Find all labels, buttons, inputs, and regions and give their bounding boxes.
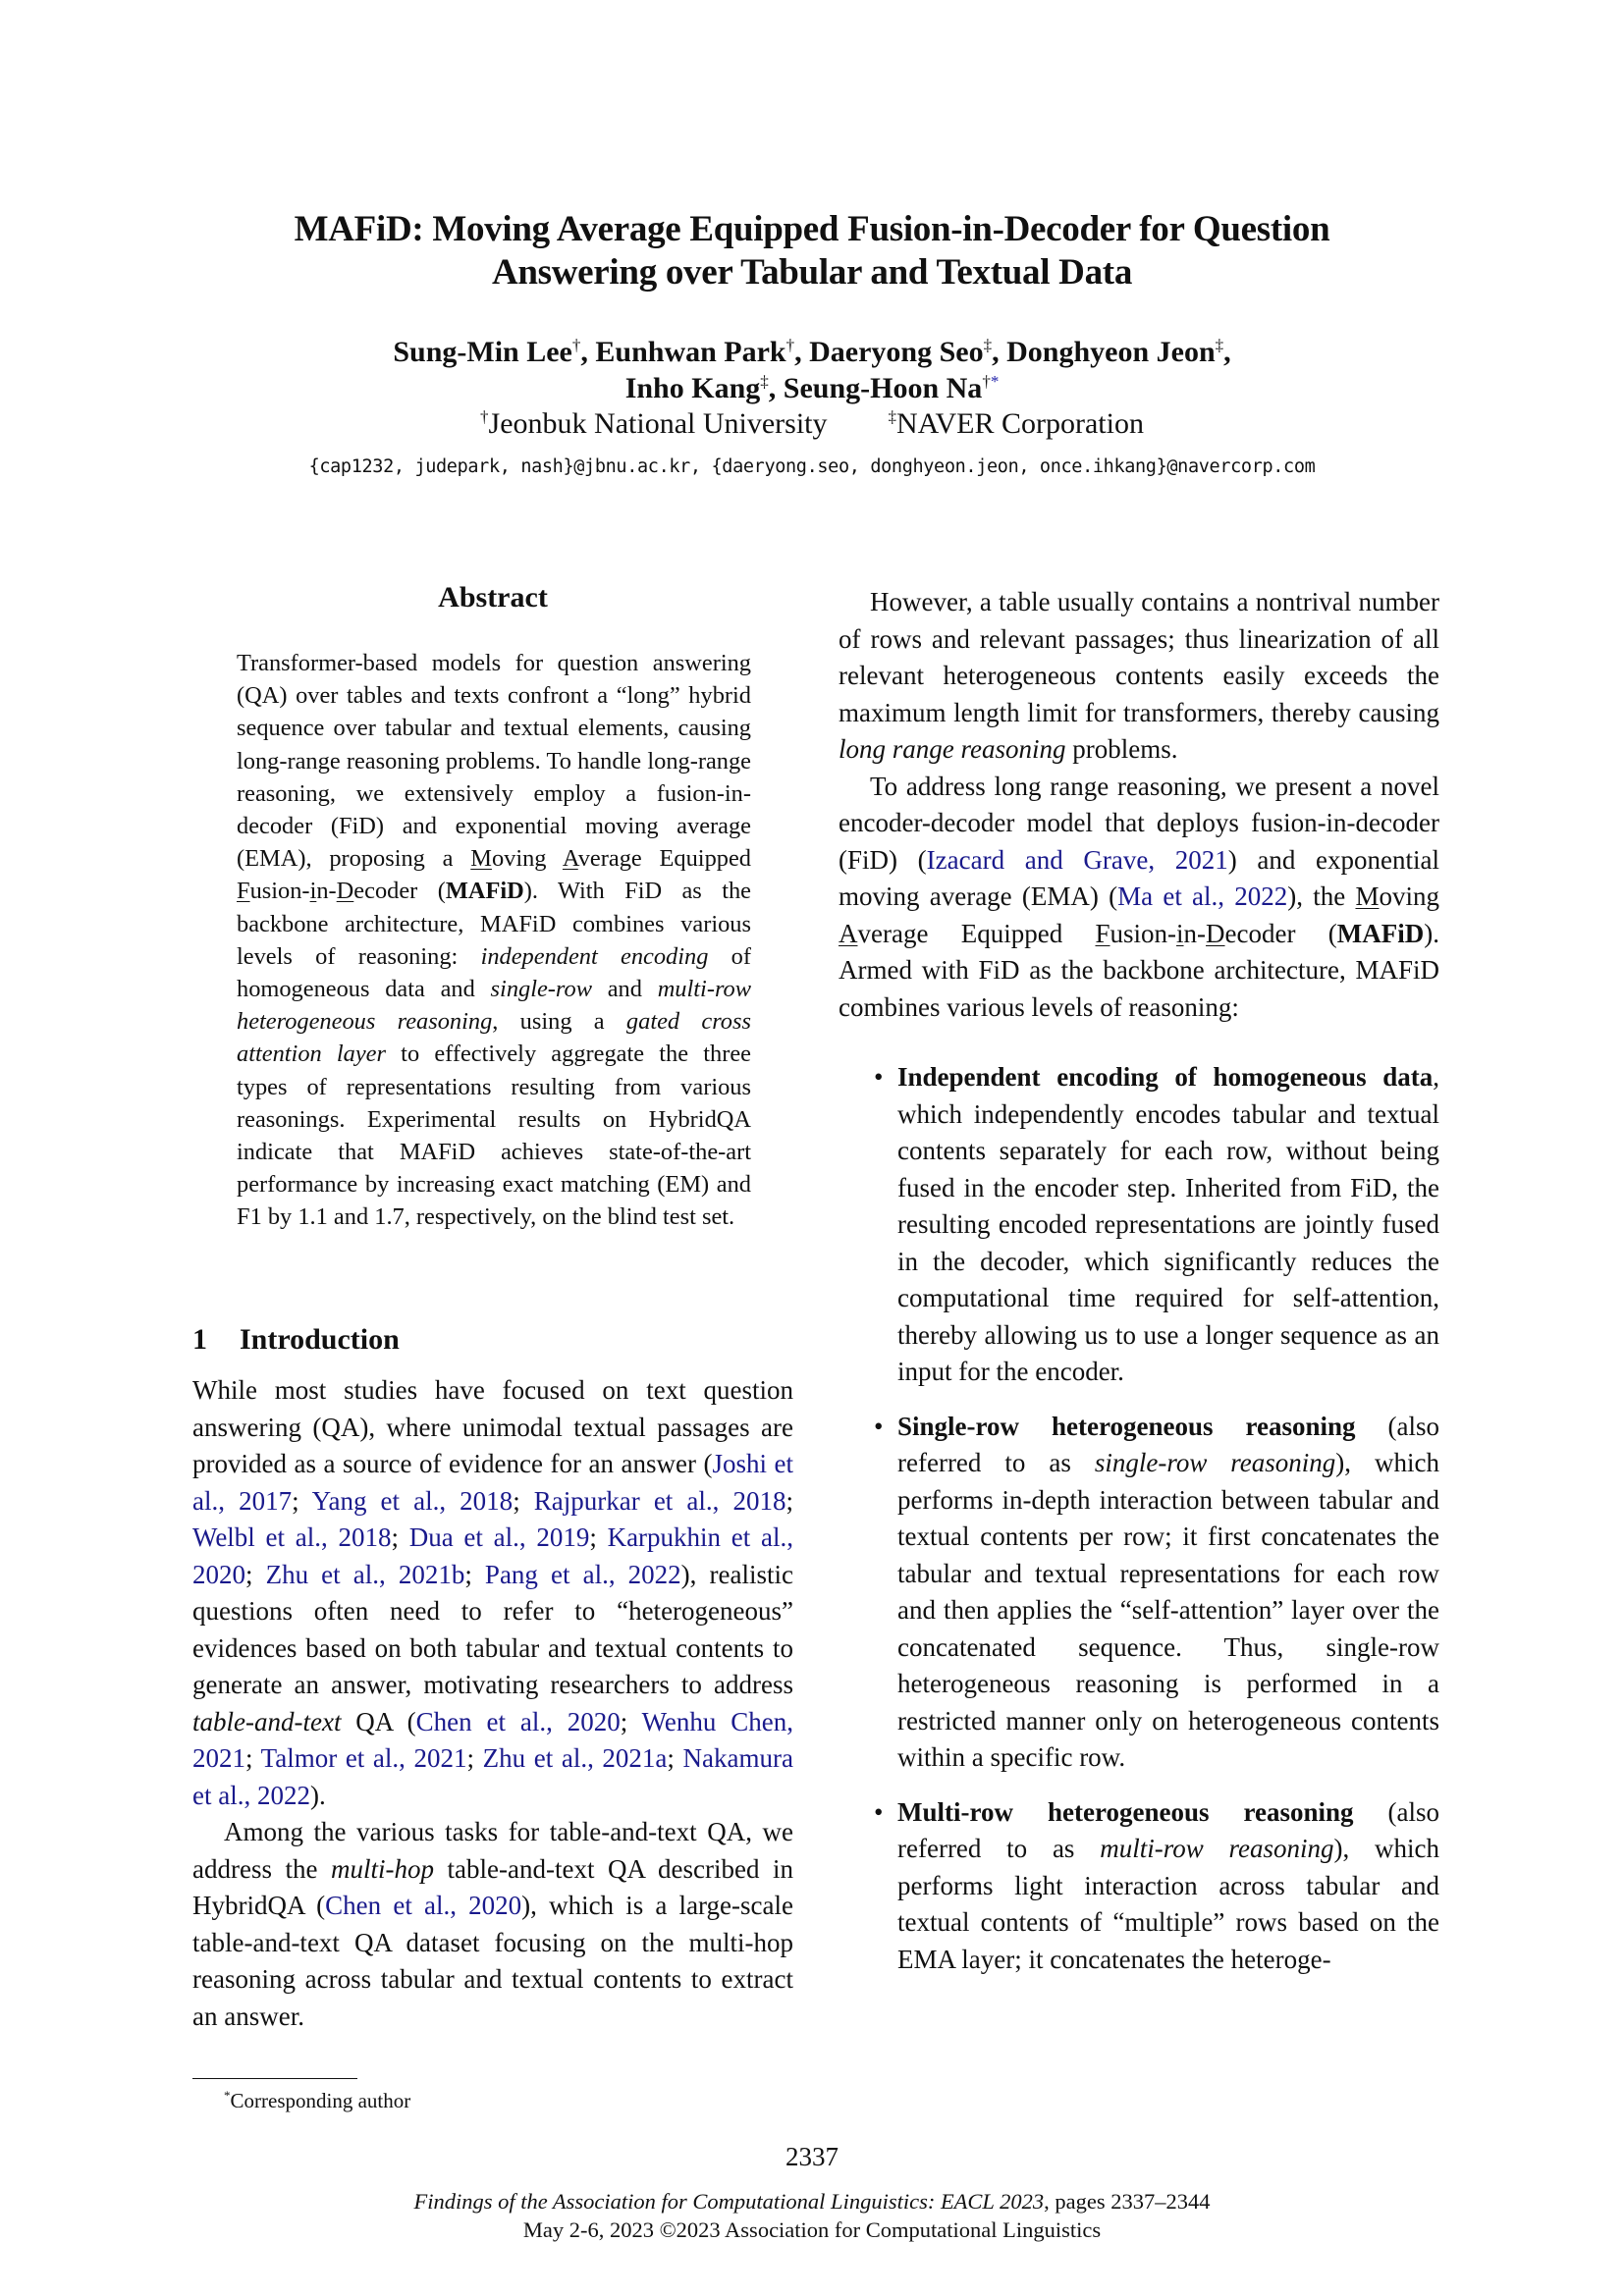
author: Inho Kang	[624, 372, 761, 404]
citation-link[interactable]: Izacard and Grave, 2021	[926, 844, 1228, 875]
citation-link[interactable]: Karpukhin et al., 2020	[192, 1522, 793, 1589]
author: Seung-Hoon Na	[783, 372, 983, 404]
intro-paragraph-2: Among the various tasks for table-and-text QA, we address the multi-hop table-and-text QA described in HybridQA (Chen et al., 2020), which is a large-scale table-and-text QA dataset focusing on the multi-hop reasoning across tabular and textual contents to extract an answer.	[192, 1817, 793, 2031]
affiliation-jbnu: Jeonbuk National University	[488, 407, 828, 440]
author-emails: {cap1232, judepark, nash}@jbnu.ac.kr, {daeryong.seo, donghyeon.jeon, once.ihkang}@navercorp.com	[308, 456, 1316, 477]
venue-footer: Findings of the Association for Computational Linguistics: EACL 2023, pages 2337–2344 May 2-6, 2023 ©2023 Association for Computational Linguistics	[413, 2189, 1211, 2242]
citation-link[interactable]: Zhu et al., 2021a	[482, 1743, 668, 1773]
footnote-rule	[192, 2078, 357, 2079]
citation-link[interactable]: Yang et al., 2018	[311, 1485, 514, 1516]
citation-link[interactable]: Wenhu Chen, 2021	[192, 1706, 793, 1773]
citation-link[interactable]: Rajpurkar et al., 2018	[533, 1485, 786, 1516]
citation-link[interactable]: Pang et al., 2022	[484, 1559, 681, 1589]
abstract-body: Transformer-based models for question answering (QA) over tables and texts confront a “long” hybrid sequence over tabular and textual elements, causing long-range reasoning problems. To handle long-range reasoning, we extensively employ a fusion-in-decoder (FiD) and exponential moving average (EMA), proposing a Moving Average Equipped Fusion-in-Decoder (MAFiD). With FiD as the backbone architecture, MAFiD combines various levels of reasoning: independent encoding of homogeneous data and single-row and multi-row heterogeneous reasoning, using a gated cross attention layer to effectively aggregate the three types of representations resulting from various reasonings. Experimental results on HybridQA indicate that MAFiD achieves state-of-the-art performance by increasing exact matching (EM) and F1 by 1.1 and 1.7, respectively, on the blind test set.	[237, 650, 751, 1231]
citation-link[interactable]: Dua et al., 2019	[408, 1522, 590, 1552]
introduction-body	[192, 1372, 793, 2035]
citation-link[interactable]: Chen et al., 2020	[415, 1706, 621, 1736]
citation-link[interactable]: Joshi et al., 2017	[192, 1449, 793, 1516]
reasoning-levels-list	[839, 1059, 1439, 1978]
citation-link[interactable]: Welbl et al., 2018	[192, 1522, 392, 1552]
list-item: • Single-row heterogeneous reasoning (also referred to as single-row reasoning), which performs in-depth interaction between tabular and textual contents per row; it first concatenates the tabular and textual representations for each row and then applies the “self-attention” layer over the concatenated sequence. Thus, single-row heterogeneous reasoning is performed in a restricted manner only on heterogeneous contents within a specific row.	[897, 1409, 1439, 1777]
author-line-1: Sung-Min Lee†, Eunhwan Park†, Daeryong Seo‡, Donghyeon Jeon‡,	[393, 336, 1231, 368]
citation-link[interactable]: Chen et al., 2020	[325, 1891, 522, 1920]
paper-title: MAFiD: Moving Average Equipped Fusion-in-Decoder for Question Answering over Tabular and Textual Data	[294, 209, 1330, 293]
list-item: • Independent encoding of homogeneous data, which independently encodes tabular and textual contents separately for each row, without being fused in the encoder step. Inherited from FiD, the resulting encoded representations are jointly fused in the decoder, which significantly reduces the computational time required for self-attention, thereby allowing us to use a longer sequence as an input for the encoder.	[897, 1059, 1439, 1391]
author: Eunhwan Park	[595, 336, 786, 368]
citation-link[interactable]: Zhu et al., 2021b	[265, 1559, 465, 1589]
footnote: *Corresponding author	[224, 2088, 411, 2112]
abstract-heading: Abstract	[438, 581, 548, 614]
affiliations: †Jeonbuk National University ‡NAVER Corporation	[480, 407, 1144, 440]
right-paragraph-2: To address long range reasoning, we present a novel encoder-decoder model that deploys fusion-in-decoder (FiD) (Izacard and Grave, 2021) and exponential moving average (EMA) (Ma et al., 2022), the Moving Average Equipped Fusion-in-Decoder (MAFiD). Armed with FiD as the backbone architecture, MAFiD combines various levels of reasoning:	[839, 771, 1440, 1022]
intro-paragraph-1: While most studies have focused on text question answering (QA), where unimodal textual passages are provided as a source of evidence for an answer (Joshi et al., 2017; Yang et al., 2018; Rajpurkar et al., 2018; Welbl et al., 2018; Dua et al., 2019; Karpukhin et al., 2020; Zhu et al., 2021b; Pang et al., 2022), realistic questions often need to refer to “heterogeneous” evidences based on both tabular and textual contents to generate an answer, motivating researchers to address table-and-text QA (Chen et al., 2020; Wenhu Chen, 2021; Talmor et al., 2021; Zhu et al., 2021a; Nakamura et al., 2022).	[192, 1375, 793, 1810]
affiliation-naver: NAVER Corporation	[896, 407, 1144, 440]
right-column-body	[839, 584, 1439, 1996]
author-list	[0, 334, 1624, 406]
author: Sung-Min Lee	[393, 336, 572, 368]
citation-link[interactable]: Ma et al., 2022	[1117, 881, 1288, 911]
author-line-2: Inho Kang‡, Seung-Hoon Na†*	[624, 372, 1000, 404]
author: Daeryong Seo	[809, 336, 984, 368]
page-number: 2337	[785, 2142, 839, 2171]
right-paragraph-1: However, a table usually contains a nontrival number of rows and relevant passages; thus linearization of all relevant heterogeneous contents easily exceeds the maximum length limit for transformers, thereby causing long range reasoning problems.	[839, 587, 1439, 764]
list-item: • Multi-row heterogeneous reasoning (also referred to as multi-row reasoning), which performs light interaction across tabular and textual contents of “multiple” rows based on the EMA layer; it concatenates the heteroge-	[897, 1794, 1439, 1979]
citation-link[interactable]: Talmor et al., 2021	[260, 1743, 467, 1773]
citation-link[interactable]: Nakamura et al., 2022	[192, 1743, 793, 1810]
corresponding-author-footnote-link[interactable]: *	[990, 372, 1000, 391]
section-heading-introduction: 1 Introduction	[192, 1323, 400, 1356]
author: Donghyeon Jeon	[1006, 336, 1216, 368]
